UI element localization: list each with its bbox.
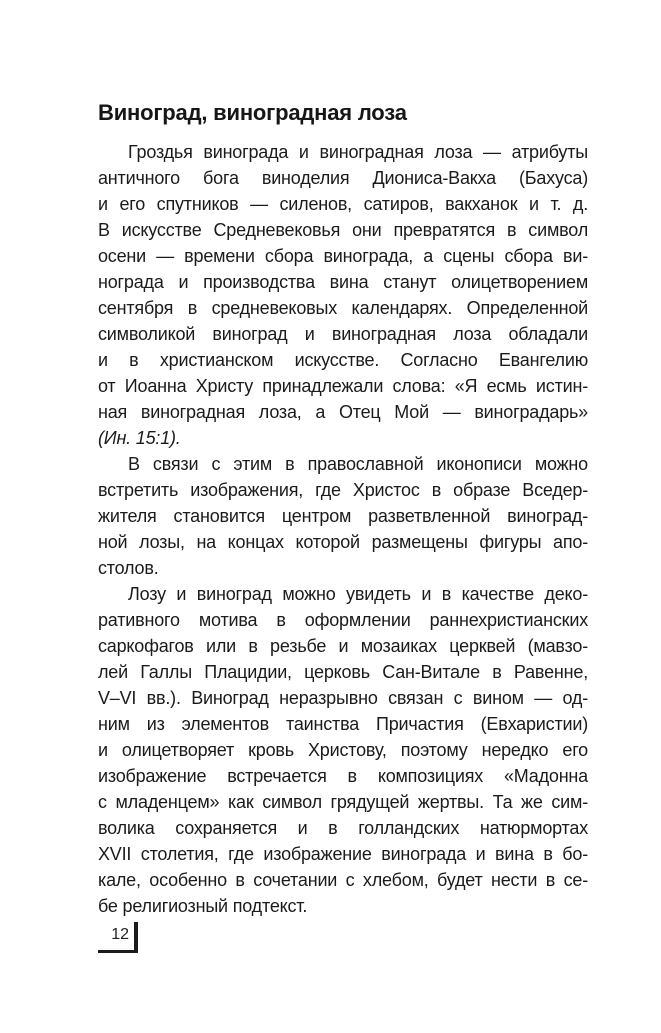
text-line: от Иоанна Христу принадлежали слова: «Я есмь истин- <box>98 376 588 396</box>
text-line: В связи с этим в православной иконописи можно <box>128 454 588 474</box>
text-line: античного бога виноделия Диониса-Вакха (Бахуса) <box>98 168 588 188</box>
paragraph <box>98 581 588 919</box>
text-line: V–VI вв.). Виноград неразрывно связан с вином — од- <box>98 688 588 708</box>
text-line: и олицетворяет кровь Христову, поэтому нередко его <box>98 740 588 760</box>
text-line: волика сохраняется и в голландских натюрмортах <box>98 818 588 838</box>
text-line: XVII столетия, где изображение винограда и вина в бо- <box>98 844 588 864</box>
folio-rule-horizontal <box>98 950 138 953</box>
text-line: Гроздья винограда и виноградная лоза — атрибуты <box>128 142 588 162</box>
folio-rule-vertical <box>134 922 138 953</box>
text-line: ная виноградная лоза, а Отец Мой — виноградарь» <box>98 402 588 422</box>
text-line: В искусстве Средневековья они превратятся в символ <box>98 220 588 240</box>
paragraph <box>98 139 588 451</box>
page-title: Виноград, виноградная лоза <box>98 100 407 125</box>
text-line: изображение встречается в композициях «Мадонна <box>98 766 588 786</box>
text-line: кале, особенно в сочетании с хлебом, будет нести в се- <box>98 870 588 890</box>
text-line: саркофагов или в резьбе и мозаиках церквей (мавзо- <box>98 636 588 656</box>
text-line: жителя становится центром разветвленной виноград- <box>98 506 588 526</box>
text-line: (Ин. 15:1). <box>98 428 181 448</box>
text-line: Лозу и виноград можно увидеть и в качестве деко- <box>128 584 588 604</box>
text-line: ним из элементов таинства Причастия (Евхаристии) <box>98 714 588 734</box>
text-line: лей Галлы Плацидии, церковь Сан-Витале в Равенне, <box>98 662 588 682</box>
text-block <box>98 100 588 919</box>
text-line: столов. <box>98 558 159 578</box>
text-line: ративного мотива в оформлении раннехристианских <box>98 610 588 630</box>
paragraph <box>98 451 588 581</box>
text-line: символикой виноград и виноградная лоза обладали <box>98 324 588 344</box>
text-line: ной лозы, на концах которой размещены фигуры апо- <box>98 532 588 552</box>
text-line: и в христианском искусстве. Согласно Евангелию <box>98 350 588 370</box>
body-text <box>98 139 588 919</box>
page-number: 12 <box>111 926 129 943</box>
text-line: и его спутников — силенов, сатиров, вакханок и т. д. <box>98 194 588 214</box>
text-line: с младенцем» как символ грядущей жертвы. Та же сим- <box>98 792 588 812</box>
text-line: встретить изображения, где Христос в образе Вседер- <box>98 480 588 500</box>
text-line: нограда и производства вина станут олицетворением <box>98 272 588 292</box>
text-line: сентября в средневековых календарях. Определенной <box>98 298 588 318</box>
text-line: осени — времени сбора винограда, а сцены сбора ви- <box>98 246 588 266</box>
text-line: бе религиозный подтекст. <box>98 896 308 916</box>
